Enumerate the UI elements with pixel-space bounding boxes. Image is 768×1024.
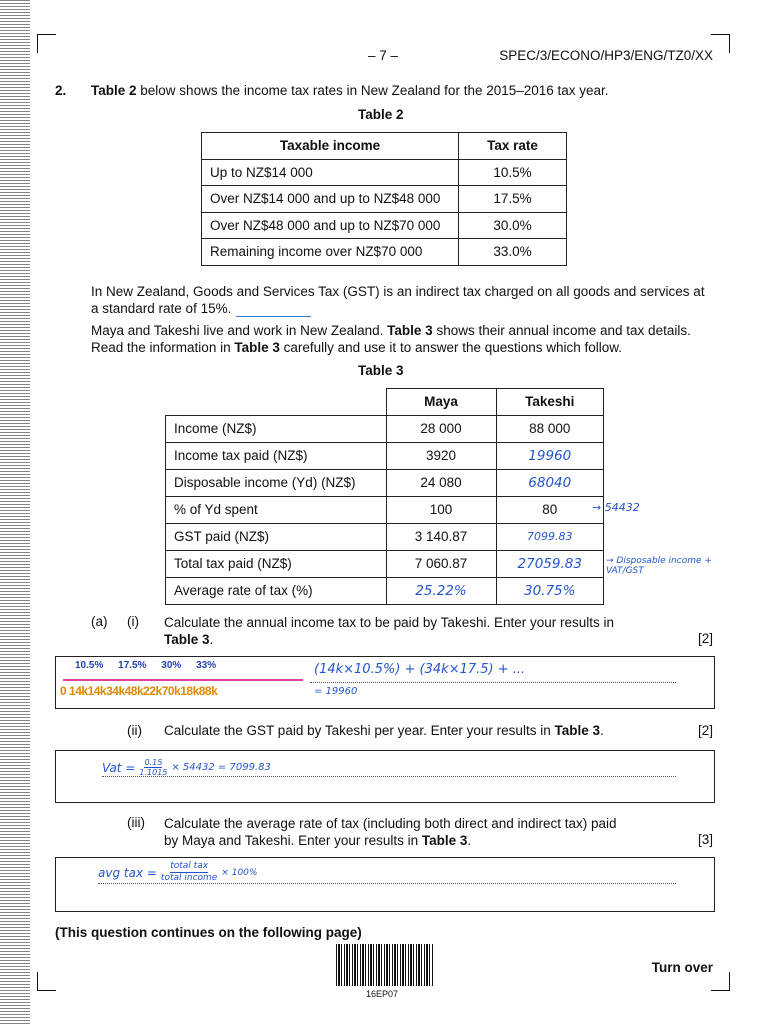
table3-ref: Table 3 [387,323,433,338]
part-i-label: (i) [127,614,139,629]
crop-mark-top-left [37,34,56,53]
answer-line [98,883,676,884]
part-a-label: (a) [91,614,108,629]
turn-over: Turn over [651,960,713,975]
para-text: shows their annual income and tax details. Read the information in [91,323,691,355]
barcode [336,944,434,986]
para-text: carefully and use it to answer the questions which follow. [279,340,623,355]
rate-label: 17.5% [118,660,147,671]
rate-label: 33% [196,660,217,671]
table-row [166,577,604,604]
table2-header-rate: Tax rate [459,133,567,160]
table-cell: 24 080 [386,469,496,496]
table3-paragraph [91,322,711,356]
table3-header-takeshi: Takeshi [496,389,604,416]
band-value: 70k [161,684,181,698]
table-cell: Disposable income (Yd) (NZ$) [166,469,387,496]
table-row [166,415,604,442]
table-row [202,186,567,213]
table-cell: 28 000 [386,415,496,442]
paper-code: SPEC/3/ECONO/HP3/ENG/TZ0/XX [499,48,713,63]
part-iii-label: (iii) [127,815,145,830]
table2 [201,132,567,266]
table-cell: Over NZ$14 000 and up to NZ$48 000 [202,186,459,213]
band-value: 88k [198,684,218,698]
answer-line [310,682,676,683]
marks-a-iii: [3] [697,832,713,847]
table-cell: 30.0% [459,212,567,239]
table-row [166,550,604,577]
table2-ref: Table 2 [91,83,137,98]
table-cell: 7 060.87 [386,550,496,577]
table3 [165,388,604,605]
handwritten-takeshi-disposable: 68040 [496,469,604,496]
q-text: . [209,632,214,647]
handwritten-takeshi-avg-rate: 30.75% [496,577,604,604]
side-note-spend-text: 54432 [604,501,640,514]
table-row [166,523,604,550]
table-row [166,469,604,496]
band-value: 34k [106,684,125,698]
hand-numerator: total tax [170,861,209,871]
side-note-spend: → 54432 [592,501,640,514]
table-row [202,239,567,266]
band-value: 18k [180,684,199,698]
hand-numerator: 0.15 [144,758,163,767]
handwritten-gst-working [102,758,271,777]
marks-a-ii: [2] [697,723,713,738]
table-cell: 100 [386,496,496,523]
handwritten-maya-avg-rate: 25.22% [386,577,496,604]
handwritten-income-tax-working: (14k×10.5%) + (34k×17.5) + ... [314,662,526,677]
table2-title: Table 2 [358,107,404,122]
marks-a-i: [2] [697,631,713,646]
band-value: 14k [87,684,107,698]
handwritten-income-tax-result: = 19960 [314,686,358,697]
table2-header-row [202,133,567,160]
table-cell: 88 000 [496,415,604,442]
crop-mark-top-right [711,34,730,53]
band-value: 48k [124,684,144,698]
hand-lhs: Vat = [102,760,136,775]
band-line [63,679,303,681]
answer-line [102,776,676,777]
table-cell: 80 [496,496,604,523]
table3-ref: Table 3 [234,340,280,355]
band-value: 14k [69,684,88,698]
question-number: 2. [55,83,67,98]
question-intro [91,83,609,98]
tax-rate-labels [75,660,216,671]
crop-mark-bottom-left [37,972,56,991]
hand-denominator: 1.1015 [139,768,168,777]
pasted-tax-band-diagram [57,658,307,706]
table-cell: Income (NZ$) [166,415,387,442]
q-text: . [467,833,472,848]
hand-rest: × 100% [221,867,258,878]
table-row [202,212,567,239]
table-cell: 33.0% [459,239,567,266]
handwritten-takeshi-total-tax: 27059.83 [496,550,604,577]
table-cell: 10.5% [459,159,567,186]
side-note-total: → Disposable income + VAT/GST [606,556,712,576]
para-text: Maya and Takeshi live and work in New Zealand. [91,323,388,338]
handwritten-takeshi-income-tax: 19960 [496,442,604,469]
q-text: Calculate the annual income tax to be paid by Takeshi. Enter your results in [164,615,615,630]
table-row [166,442,604,469]
table-cell: Up to NZ$14 000 [202,159,459,186]
table3-ref: Table 3 [164,632,210,647]
table3-title: Table 3 [358,363,404,378]
table-cell: Total tax paid (NZ$) [166,550,387,577]
q-text: Calculate the GST paid by Takeshi per year. Enter your results in [164,723,555,738]
table3-ref: Table 3 [554,723,600,738]
band-values [60,684,217,698]
band-value: 0 [60,684,67,698]
intro-text: below shows the income tax rates in New Zealand for the 2015–2016 tax year. [136,83,609,98]
question-a-iii-text [164,815,634,849]
table-cell: % of Yd spent [166,496,387,523]
rate-label: 30% [161,660,182,671]
table-cell: Remaining income over NZ$70 000 [202,239,459,266]
part-ii-label: (ii) [127,723,142,738]
gst-paragraph: In New Zealand, Goods and Services Tax (GST) is an indirect tax charged on all goods and services at a standard rate of 15%. [91,284,705,316]
table3-header-maya: Maya [386,389,496,416]
table-row [166,496,604,523]
table-row [202,159,567,186]
question-a-ii-text [164,723,634,738]
hand-lhs: avg tax = [98,865,157,880]
table2-header-income: Taxable income [202,133,459,160]
table-cell: GST paid (NZ$) [166,523,387,550]
table-cell: 17.5% [459,186,567,213]
continues-note: (This question continues on the following page) [55,925,362,940]
table-cell: 3 140.87 [386,523,496,550]
barcode-label: 16EP07 [366,989,399,999]
page-number: – 7 – [368,48,399,63]
q-text: . [599,723,604,738]
side-note-total-text: Disposable income + VAT/GST [606,556,712,576]
rate-label: 10.5% [75,660,104,671]
table-cell: 3920 [386,442,496,469]
table3-header-row [166,389,604,416]
table-cell: Over NZ$48 000 and up to NZ$70 000 [202,212,459,239]
scan-edge-pattern [0,0,30,1024]
crop-mark-bottom-right [711,972,730,991]
hand-fraction [161,861,217,884]
table-cell: Income tax paid (NZ$) [166,442,387,469]
hand-fraction [139,758,167,777]
hand-denominator: total income [160,873,218,883]
question-a-i-text [164,614,634,648]
table-cell: Average rate of tax (%) [166,577,387,604]
table3-header-blank [166,389,387,416]
hand-rest: × 54432 = 7099.83 [171,762,271,773]
handwritten-takeshi-gst: 7099.83 [496,523,604,550]
highlight-underline [236,316,311,317]
table3-ref: Table 3 [421,833,468,848]
band-value: 22k [143,684,162,698]
q-text: Calculate the average rate of tax (including both direct and indirect tax) paid by Maya and Takeshi. Enter your results in [164,816,617,848]
handwritten-avg-tax-working [98,861,257,884]
